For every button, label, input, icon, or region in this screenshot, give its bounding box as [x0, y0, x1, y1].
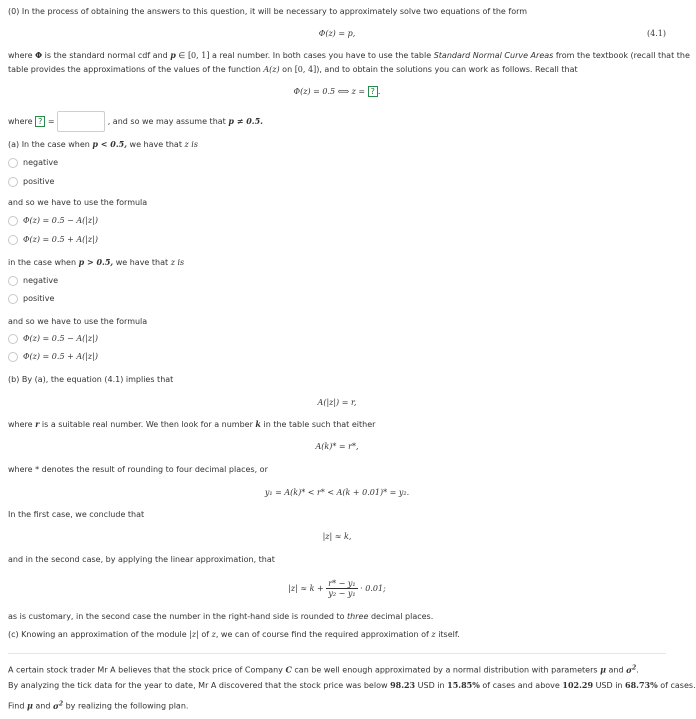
part-b-intro: (b) By (a), the equation (4.1) implies that — [8, 375, 174, 384]
equation-recall: Φ(z) = 0.5 ⟺ z = ? . — [293, 87, 381, 96]
where-r-line: where r is a suitable real number. We then look for a number k in the table such that either — [8, 419, 376, 429]
where-line: where ? = , and so we may assume that p ≠ 0.5. — [8, 111, 263, 132]
part-a-prompt-2: in the case when p > 0.5, we have that z is — [8, 257, 185, 267]
problem-line-3: Find μ and $\sigma^2$ by realizing the following plan. — [8, 700, 189, 711]
radio-button[interactable] — [8, 177, 18, 187]
star-note: where * denotes the result of rounding to four decimal places, or — [8, 465, 268, 474]
intro-line-3: table provides the approximations of the values of the function A(z) on [0, 4]), and to obtain the solutions you can work as follows. Recall that — [8, 65, 578, 74]
radio-button[interactable] — [8, 235, 18, 245]
equation-b3: y₁ = A(k)* < r* < A(k + 0.01)* = y₂. — [264, 488, 410, 497]
option-positive-2[interactable]: positive — [8, 292, 54, 305]
equation-number: (4.1) — [647, 29, 666, 38]
equation-b2: A(k)* = r*, — [315, 442, 359, 451]
problem-line-1: A certain stock trader Mr A believes that the stock price of Company C can be well enough approximated by a normal distribution with parameters μ and $\sigma^2$. — [8, 664, 639, 675]
radio-button[interactable] — [8, 216, 18, 226]
intro-line-2: where Φ is the standard normal cdf and p ∈ [0, 1] a real number. In both cases you have to use the table Standard Normal Curve Areas from the textbook (recall that the — [8, 50, 690, 60]
option-formula-minus-2[interactable]: Φ(z) = 0.5 − A(|z|) — [8, 332, 98, 345]
option-formula-minus-1[interactable]: Φ(z) = 0.5 − A(|z|) — [8, 214, 98, 227]
placeholder-box: ? — [368, 86, 378, 97]
equation-b1: A(|z|) = r, — [317, 398, 357, 407]
option-formula-plus-2[interactable]: Φ(z) = 0.5 + A(|z|) — [8, 350, 98, 363]
radio-button[interactable] — [8, 158, 18, 168]
intro-line-1: (0) In the process of obtaining the answers to this question, it will be necessary to approximately solve two equations of the form — [8, 7, 528, 16]
fraction: $\frac{\text{r* − y₁}}{\text{y₂ − y₁}}$ — [328, 579, 356, 598]
option-formula-plus-1[interactable]: Φ(z) = 0.5 + A(|z|) — [8, 233, 98, 246]
divider — [8, 653, 666, 654]
formula-prompt-1: and so we have to use the formula — [8, 198, 148, 207]
second-case-text: and in the second case, by applying the linear approximation, that — [8, 555, 275, 564]
first-case-text: In the first case, we conclude that — [8, 510, 145, 519]
formula-prompt-2: and so we have to use the formula — [8, 317, 148, 326]
rounding-note: as is customary, in the second case the number in the right-hand side is rounded to three decimal places. — [8, 612, 434, 621]
problem-line-2: By analyzing the tick data for the year to date, Mr A discovered that the stock price was below 98.23 USD in 15.85% of cases and above 102.29 USD in 68.73% of cases. — [8, 680, 696, 690]
option-negative-2[interactable]: negative — [8, 274, 58, 287]
table-name: Standard Normal Curve Areas — [433, 51, 554, 60]
radio-button[interactable] — [8, 352, 18, 362]
placeholder-box-where: ? — [35, 116, 45, 127]
part-c-text: (c) Knowing an approximation of the module |z| of z, we can of course find the required approximation of z itself. — [8, 630, 460, 639]
equation-b4: |z| ≈ k, — [322, 532, 352, 541]
radio-button[interactable] — [8, 294, 18, 304]
equation-b5: |z| ≈ k + $\frac{\text{r* − y₁}}{\text{y₂ − y₁}}$ · 0.01; — [288, 579, 386, 598]
radio-button[interactable] — [8, 276, 18, 286]
option-negative-1[interactable]: negative — [8, 156, 58, 169]
part-a-prompt: (a) In the case when p < 0.5, we have that z is — [8, 139, 198, 149]
equation-main: Φ(z) = p, — [318, 29, 356, 38]
answer-input[interactable] — [57, 111, 105, 132]
option-positive-1[interactable]: positive — [8, 175, 54, 188]
radio-button[interactable] — [8, 334, 18, 344]
